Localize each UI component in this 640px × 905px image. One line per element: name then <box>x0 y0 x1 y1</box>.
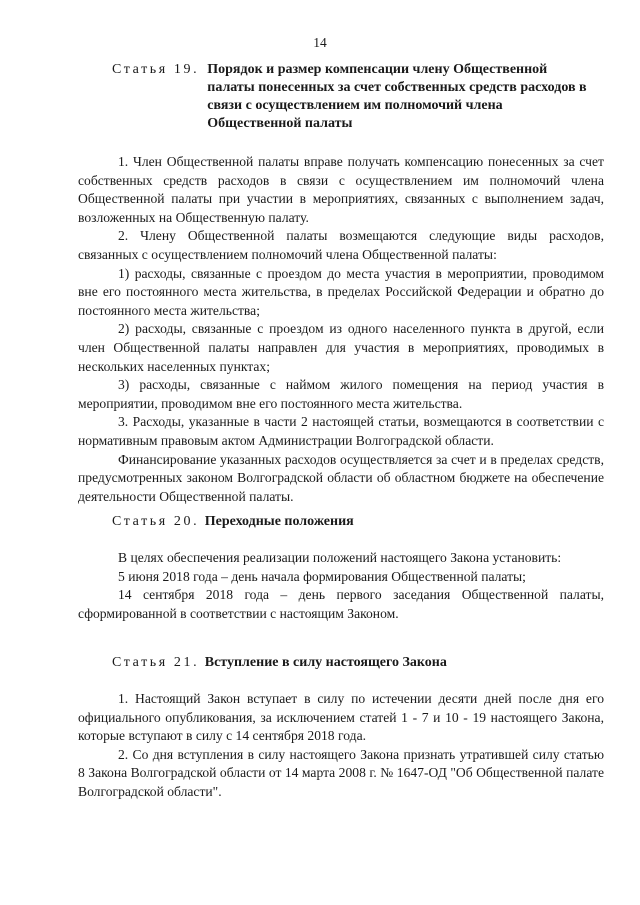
article-19-label: Статья 19. <box>112 62 200 77</box>
article-19-heading <box>78 61 604 133</box>
article-20-body <box>78 549 604 623</box>
article-21-title: Вступление в силу настоящего Закона <box>204 655 447 670</box>
article-19-paragraph-2: 2. Члену Общественной палаты возмещаются следующие виды расходов, связанных с осуществлением полномочий члена Общественной палаты: <box>78 228 604 262</box>
article-19-paragraph-6: 3. Расходы, указанные в части 2 настоящей статьи, возмещаются в соответствии с нормативным правовым актом Администрации Волгоградской области. <box>78 414 604 448</box>
article-21 <box>78 654 604 802</box>
article-20-label: Статья 20. <box>112 514 200 529</box>
article-19-body <box>78 153 604 506</box>
article-20-title: Переходные положения <box>204 514 354 529</box>
article-19-title: Порядок и размер компенсации члену Общественной палаты понесенных за счет собственных средств расходов в связи с осуществлением им полномочий члена Общественной палаты <box>207 62 587 131</box>
article-19-paragraph-3: 1) расходы, связанные с проездом до места участия в мероприятии, проводимом вне его постоянного места жительства, в пределах Российской Федерации и обратно до постоянного места жительства; <box>78 265 604 318</box>
article-19 <box>78 61 604 506</box>
article-20 <box>78 513 604 623</box>
article-20-paragraph-2: 5 июня 2018 года – день начала формирования Общественной палаты; <box>118 568 526 584</box>
article-20-paragraph-1: В целях обеспечения реализации положений настоящего Закона установить: <box>118 550 562 565</box>
article-21-label: Статья 21. <box>112 655 200 670</box>
article-19-paragraph-1: 1. Член Общественной палаты вправе получать компенсацию понесенных за счет собственных средств расходов в связи с осуществлением им полномочий члена Общественной палаты при участии в мероприятиях, связанных с выполнением задач, возложенных на Общественную палату. <box>78 154 604 225</box>
article-19-paragraph-7: Финансирование указанных расходов осуществляется за счет и в пределах средств, предусмотренных законом Волгоградской области об областном бюджете на обеспечение деятельности Общественной палаты. <box>78 451 604 504</box>
article-21-body <box>78 690 604 802</box>
article-21-paragraph-1: 1. Настоящий Закон вступает в силу по истечении десяти дней после дня его официального опубликования, за исключением статей 1 - 7 и 10 - 19 настоящего Закона, которые вступают в силу с 14 сентября 2018 года. <box>78 691 604 744</box>
article-19-paragraph-4: 2) расходы, связанные с проездом из одного населенного пункта в другой, если член Общественной палаты направлен для участия в мероприятиях, проводимых в нескольких населенных пунктах; <box>78 321 604 374</box>
article-19-paragraph-5: 3) расходы, связанные с наймом жилого помещения на период участия в мероприятии, проводимом вне его постоянного места жительства. <box>78 377 604 411</box>
article-20-paragraph-3: 14 сентября 2018 года – день первого заседания Общественной палаты, сформированной в соответствии с настоящим Законом. <box>78 587 604 621</box>
article-20-heading <box>78 513 604 531</box>
page-number: 14 <box>313 35 327 50</box>
article-21-paragraph-2: 2. Со дня вступления в силу настоящего Закона признать утратившей силу статью 8 Закона Волгоградской области от 14 марта 2008 г. № 1647-ОД "Об Общественной палате Волгоградской области". <box>78 746 604 799</box>
article-21-heading <box>78 654 604 672</box>
